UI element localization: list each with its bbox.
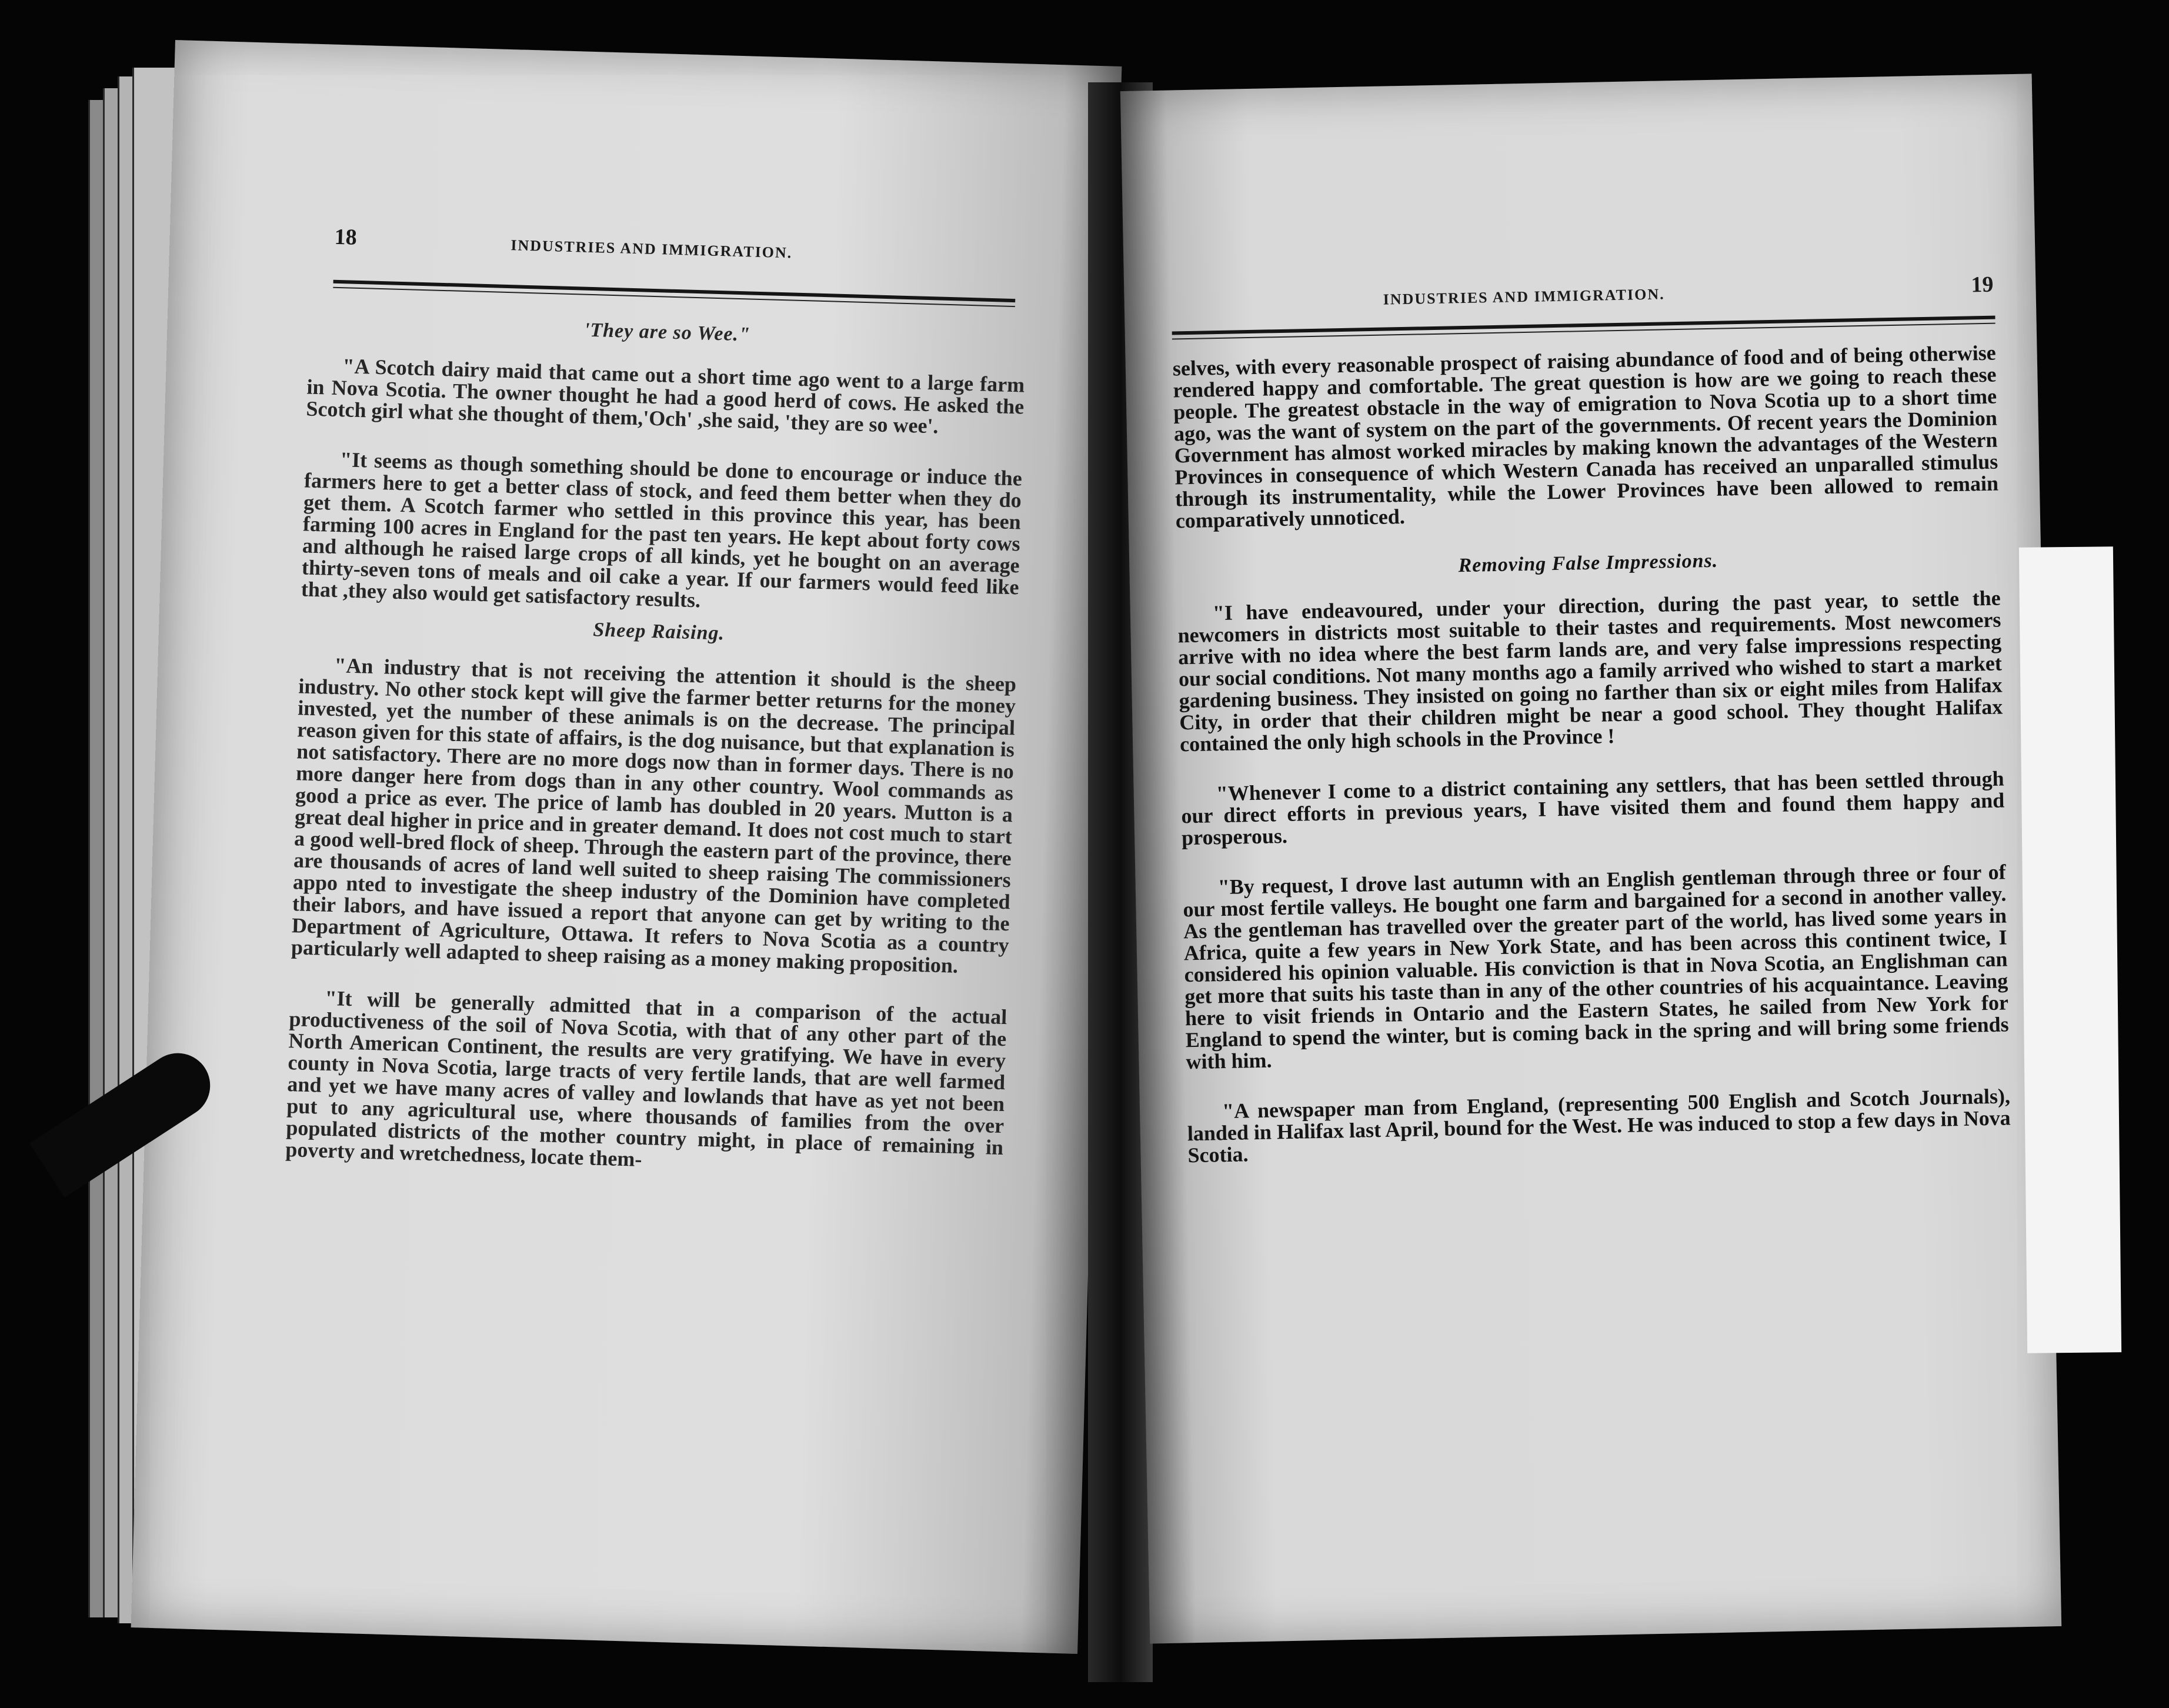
paragraph: "A Scotch dairy maid that came out a short time ago went to a large farm in Nova Scotia. The owner thought he had a good herd of cows. He asked the Scotch girl what she thought of them,'Och' ,she said, 'they are so wee'.	[306, 354, 1025, 438]
paragraph: "Whenever I come to a district containing any settlers, that has been settled through our direct efforts in previous years, I have visited them and found them happy and prosperous.	[1181, 766, 2005, 850]
paragraph: "It seems as though something should be done to encourage or induce the farmers here to get a better class of stock, and feed them better when they do get them. A Scotch farmer who settled in this province this year, has been farming 100 acres in England for the past ten years. He kept about forty cows and although he raised large crops of all kinds, yet he bought on an average thirty-seven tons of meals and oil cake a year. If our farmers would feed like that ,they also would get satisfactory results.	[301, 448, 1023, 612]
right-body	[1173, 342, 2012, 1195]
section-heading: Removing False Impressions.	[1458, 549, 1718, 577]
paragraph: selves, with every reasonable prospect of raising abundance of food and of being otherwise rendered happy and comfortable. The great question is how are we going to reach these people. The greatest obstacle in the way of emigration to Nova Scotia up to a short time ago, was the want of system on the part of the governments. Of recent years the Dominion Government has almost worked miracles by making known the advantages of the Western Provinces in consequence of which Western Canada has received an unparalled stimulus through its instrumentality, while the Lower Provinces have been allowed to remain comparatively unnoticed.	[1172, 341, 1999, 533]
paragraph: "An industry that is not receiving the attention it should is the sheep industry. No other stock kept will give the farmer better returns for the money invested, yet the number of these animals is on the decrease. The principal reason given for this state of affairs, is the dog nuisance, but that explanation is not satisfactory. There are no more dogs now than in former days. There is no more danger here from dogs than in any other country. Wool commands as good a price as ever. The price of lamb has doubled in 20 years. Mutton is a great deal higher in price and in greater demand. It does not cost much to start a good well-bred flock of sheep. Through the eastern part of the province, there are thousands of acres of land well suited to sheep raising The commissioners appo nted to investigate the sheep industry of the Dominion have completed their labors, and have issued a report that anyone can get by writing to the Department of Agriculture, Ottawa. It refers to Nova Scotia as a country particularly well adapted to sheep raising as a money making proposition.	[291, 653, 1017, 978]
page-number: 19	[1970, 272, 1994, 298]
paragraph: "I have endeavoured, under your direction, during the past year, to settle the newcomers in districts most suitable to their tastes and requirements. Most newcomers arrive with no idea where the best farm lands are, and very false impressions respecting our social conditions. Not many months ago a family arrived who wished to start a market gardening business. They insisted on going no farther than six or eight miles from Halifax City, in order that their children might be near a good school. They thought Halifax contained the only high schools in the Province !	[1177, 586, 2003, 756]
paragraph: "A newspaper man from England, (representing 500 English and Scotch Journals), landed in Halifax last April, bound for the West. He was induced to stop a few days in Nova Scotia.	[1187, 1084, 2011, 1167]
header-rule	[333, 280, 1016, 302]
running-head: INDUSTRIES AND IMMIGRATION.	[510, 236, 793, 262]
left-body	[285, 312, 1026, 1209]
paragraph: "By request, I drove last autumn with an English gentleman through three or four of our most fertile valleys. He bought one farm and bargained for a second in another valley. As the gentleman has travelled over the greater part of the world, has lived some years in Africa, quite a few years in New York State, and has been across this continent twice, I considered his opinion valuable. His conviction is that in Nova Scotia, an Englishman can get more that suits his taste than in any of the other countries of his acquaintance. Leaving here to visit friends in Ontario and the Eastern States, he sailed from New York for England to spend the winter, but is coming back in the spring and will bring some friends with him.	[1183, 860, 2009, 1074]
right-page	[1120, 74, 2061, 1643]
running-head: INDUSTRIES AND IMMIGRATION.	[1383, 285, 1665, 308]
page-number: 18	[334, 224, 358, 250]
paragraph: "It will be generally admitted that in a comparison of the actual productiveness of the soil of Nova Scotia, with that of any other part of the North American Continent, the results are very gratifying. We have in every county in Nova Scotia, large tracts of very fertile lands, that are well farmed and yet we have many acres of valley and lowlands that have as yet not been put to any agricultural use, where thousands of families from the over populated districts of the mother country might, in place of remaining in poverty and wretchedness, locate them-	[285, 986, 1007, 1171]
left-page	[131, 40, 1122, 1654]
section-heading: Sheep Raising.	[592, 619, 725, 645]
paper-slip	[2019, 546, 2121, 1353]
section-heading: 'They are so Wee."	[583, 319, 751, 346]
